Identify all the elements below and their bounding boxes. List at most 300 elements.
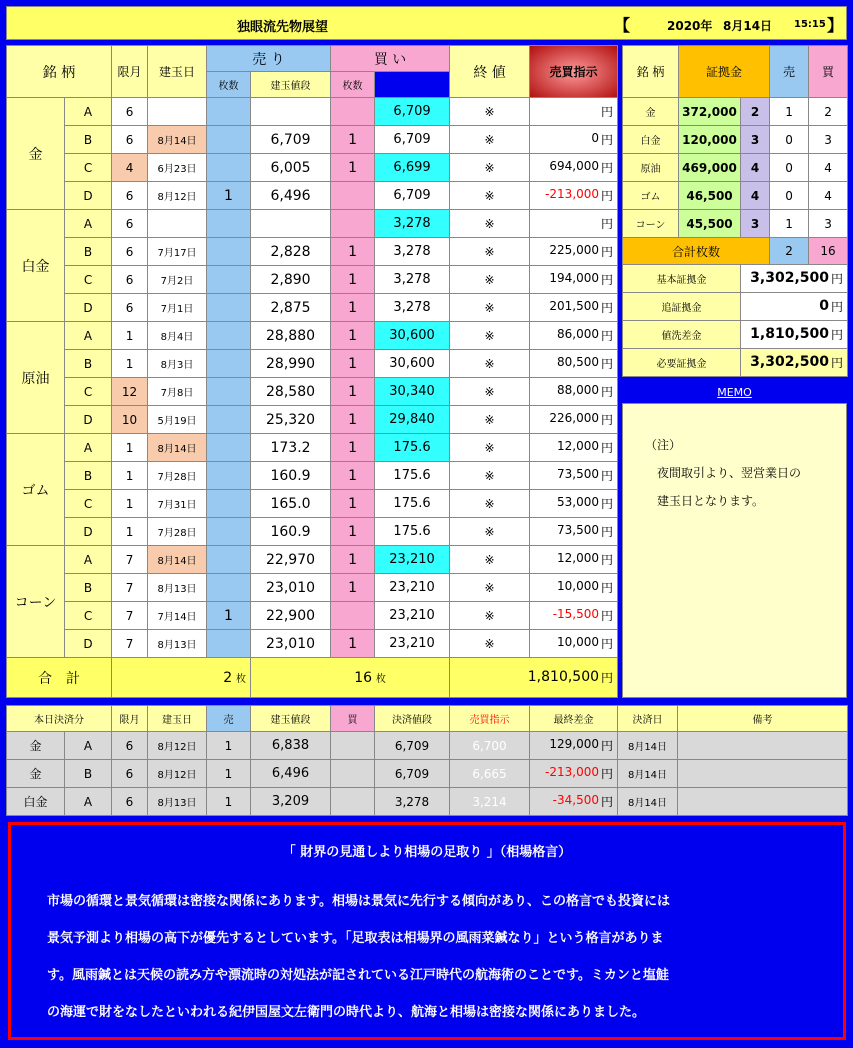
margin-row — [623, 126, 848, 154]
contract-code: D — [65, 182, 112, 210]
margin-row — [623, 182, 848, 210]
margin-commodity: 白金 — [623, 126, 679, 154]
trade-instruction: ※ — [450, 602, 530, 630]
open-date: 8月13日 — [148, 574, 207, 602]
proverb-line: 市場の循環と景気循環は密接な関係にあります。相場は景気に先行する傾向があり、この格言でも投資には — [47, 894, 670, 909]
contract-code: D — [65, 406, 112, 434]
yen-unit: 円 — [601, 553, 614, 567]
total-label: 合 計 — [7, 658, 112, 698]
memo-line-1: 夜間取引より、翌営業日の — [657, 466, 802, 480]
summary-row — [623, 293, 848, 321]
settle-col-gengetsu: 限月 — [112, 706, 148, 732]
yen-unit: 円 — [601, 189, 614, 203]
open-price: 23,010 — [251, 630, 331, 658]
position-row — [7, 602, 618, 630]
buy-count: 1 — [331, 322, 375, 350]
settle-final-diff-value: -34,500 — [552, 793, 599, 807]
buy-count: 1 — [331, 406, 375, 434]
trade-instruction: ※ — [450, 154, 530, 182]
settle-date: 8月14日 — [618, 788, 678, 816]
margin-table — [622, 45, 848, 377]
commodity-name: 金 — [7, 98, 65, 210]
settlement-row — [7, 732, 848, 760]
date-bracket-open: 【 — [614, 16, 631, 35]
contract-month: 4 — [112, 154, 148, 182]
position-row — [7, 98, 618, 126]
trade-instruction: ※ — [450, 350, 530, 378]
memo-header — [622, 381, 847, 403]
proverb-line: の海運で財をなしたといわれる紀伊国屋文左衛門の時代より、航海と相場は密接な関係にありました。 — [47, 1005, 646, 1020]
close-price: 3,278 — [375, 238, 450, 266]
close-price: 23,210 — [375, 630, 450, 658]
sell-count — [207, 238, 251, 266]
position-row — [7, 322, 618, 350]
open-price: 2,875 — [251, 294, 331, 322]
trade-instruction: ※ — [450, 294, 530, 322]
total-diff-yen: 円 — [601, 671, 614, 685]
contract-month: 10 — [112, 406, 148, 434]
summary-value — [741, 265, 848, 293]
settle-col-label: 本日決済分 — [7, 706, 112, 732]
close-price: 3,278 — [375, 294, 450, 322]
margin-count: 4 — [741, 182, 770, 210]
settle-col-tategyokubi: 建玉日 — [148, 706, 207, 732]
settlement-row — [7, 760, 848, 788]
contract-month: 6 — [112, 182, 148, 210]
trade-instruction: ※ — [450, 574, 530, 602]
total-sell-count: 2 — [223, 669, 233, 686]
trade-instruction: ※ — [450, 238, 530, 266]
contract-code: C — [65, 602, 112, 630]
position-row — [7, 350, 618, 378]
yen-unit: 円 — [831, 356, 844, 370]
margin-amount: 372,000 — [679, 98, 741, 126]
sell-count: 1 — [207, 182, 251, 210]
position-row — [7, 490, 618, 518]
summary-label: 基本証拠金 — [623, 265, 741, 293]
position-row — [7, 434, 618, 462]
summary-row — [623, 321, 848, 349]
close-price: 175.6 — [375, 462, 450, 490]
settle-open-price: 3,209 — [251, 788, 331, 816]
settle-instruction: 6,700 — [450, 732, 530, 760]
summary-label: 値洗差金 — [623, 321, 741, 349]
valuation-diff — [530, 462, 618, 490]
buy-count: 1 — [331, 266, 375, 294]
contract-code: C — [65, 490, 112, 518]
settle-code: A — [65, 788, 112, 816]
sell-count — [207, 98, 251, 126]
buy-count: 1 — [331, 434, 375, 462]
open-price: 2,890 — [251, 266, 331, 294]
open-date: 7月8日 — [148, 378, 207, 406]
settle-commodity: 金 — [7, 760, 65, 788]
settle-price: 6,709 — [375, 760, 450, 788]
position-row — [7, 378, 618, 406]
open-price: 160.9 — [251, 462, 331, 490]
margin-commodity: ゴム — [623, 182, 679, 210]
memo-link[interactable]: MEMO — [717, 386, 752, 399]
open-date: 8月14日 — [148, 434, 207, 462]
close-price: 30,600 — [375, 322, 450, 350]
valuation-diff — [530, 518, 618, 546]
close-price: 23,210 — [375, 602, 450, 630]
close-price: 3,278 — [375, 210, 450, 238]
trade-instruction: ※ — [450, 266, 530, 294]
valuation-diff — [530, 574, 618, 602]
margin-count: 3 — [741, 210, 770, 238]
settle-col-uri: 売 — [207, 706, 251, 732]
trade-instruction: ※ — [450, 490, 530, 518]
settle-final-diff — [530, 788, 618, 816]
settle-col-biko: 備考 — [678, 706, 848, 732]
close-price: 3,278 — [375, 266, 450, 294]
position-row — [7, 406, 618, 434]
contract-month: 7 — [112, 630, 148, 658]
valuation-diff-value: 194,000 — [549, 271, 600, 285]
open-date: 7月31日 — [148, 490, 207, 518]
commodity-name: ゴム — [7, 434, 65, 546]
valuation-diff — [530, 294, 618, 322]
contract-code: D — [65, 630, 112, 658]
valuation-diff — [530, 434, 618, 462]
col-kai: 買 い — [331, 46, 450, 72]
yen-unit: 円 — [601, 469, 614, 483]
settle-note — [678, 788, 848, 816]
contract-code: C — [65, 266, 112, 294]
contract-code: D — [65, 294, 112, 322]
open-price: 6,005 — [251, 154, 331, 182]
sell-count — [207, 406, 251, 434]
time-display: 15:15 — [794, 19, 826, 30]
margin-col-kai: 買 — [809, 46, 848, 98]
settle-sell: 1 — [207, 760, 251, 788]
buy-count: 1 — [331, 630, 375, 658]
total-buy-count: 16 — [354, 669, 373, 686]
open-price: 28,580 — [251, 378, 331, 406]
open-date: 7月2日 — [148, 266, 207, 294]
margin-col-shokokin: 証拠金 — [679, 46, 770, 98]
proverb-box — [8, 822, 846, 1040]
sell-count — [207, 294, 251, 322]
settle-col-kessaibi: 決済日 — [618, 706, 678, 732]
summary-amount: 3,302,500 — [750, 270, 829, 286]
valuation-diff-value: -15,500 — [552, 607, 600, 621]
settle-final-diff — [530, 732, 618, 760]
valuation-diff — [530, 182, 618, 210]
margin-amount: 45,500 — [679, 210, 741, 238]
valuation-diff — [530, 378, 618, 406]
settle-note — [678, 732, 848, 760]
contract-month: 12 — [112, 378, 148, 406]
yen-unit: 円 — [601, 385, 614, 399]
col-meigara: 銘 柄 — [7, 46, 112, 98]
commodity-name: 原油 — [7, 322, 65, 434]
margin-buy: 4 — [809, 154, 848, 182]
sell-count — [207, 546, 251, 574]
margin-amount: 120,000 — [679, 126, 741, 154]
close-price: 6,709 — [375, 182, 450, 210]
valuation-diff — [530, 266, 618, 294]
close-price: 23,210 — [375, 546, 450, 574]
yen-unit: 円 — [601, 413, 614, 427]
contract-code: A — [65, 546, 112, 574]
settle-commodity: 白金 — [7, 788, 65, 816]
yen-unit: 円 — [831, 328, 844, 342]
settle-instruction: 6,665 — [450, 760, 530, 788]
buy-count: 1 — [331, 546, 375, 574]
trade-instruction: ※ — [450, 406, 530, 434]
open-date: 7月28日 — [148, 462, 207, 490]
margin-commodity: 原油 — [623, 154, 679, 182]
yen-unit: 円 — [601, 581, 614, 595]
valuation-diff-value: 86,000 — [557, 327, 600, 341]
valuation-diff — [530, 154, 618, 182]
position-row — [7, 574, 618, 602]
settle-col-saishu: 最終差金 — [530, 706, 618, 732]
yen-unit: 円 — [601, 161, 614, 175]
buy-count — [331, 602, 375, 630]
valuation-diff-value: -213,000 — [545, 187, 600, 201]
memo-note-title: （注） — [645, 438, 682, 452]
valuation-diff-value: 201,500 — [549, 299, 600, 313]
contract-month: 6 — [112, 98, 148, 126]
contract-month: 1 — [112, 462, 148, 490]
sell-count — [207, 126, 251, 154]
summary-value — [741, 321, 848, 349]
contract-code: B — [65, 350, 112, 378]
yen-unit: 円 — [601, 441, 614, 455]
contract-code: A — [65, 98, 112, 126]
summary-value — [741, 293, 848, 321]
sell-count — [207, 210, 251, 238]
settle-col-nedan: 建玉値段 — [251, 706, 331, 732]
valuation-diff — [530, 490, 618, 518]
settle-sell: 1 — [207, 788, 251, 816]
trade-instruction: ※ — [450, 434, 530, 462]
summary-amount: 3,302,500 — [750, 354, 829, 370]
open-date: 5月19日 — [148, 406, 207, 434]
open-price — [251, 98, 331, 126]
open-date: 8月13日 — [148, 630, 207, 658]
open-date: 8月14日 — [148, 546, 207, 574]
buy-count: 1 — [331, 238, 375, 266]
yen-unit: 円 — [831, 300, 844, 314]
trade-instruction: ※ — [450, 546, 530, 574]
settle-month: 6 — [112, 760, 148, 788]
open-price: 23,010 — [251, 574, 331, 602]
contract-month: 1 — [112, 490, 148, 518]
settle-final-diff — [530, 760, 618, 788]
memo-line-2: 建玉日となります。 — [657, 494, 765, 508]
total-sell — [112, 658, 251, 698]
settle-instruction: 3,214 — [450, 788, 530, 816]
position-row — [7, 518, 618, 546]
contract-code: D — [65, 518, 112, 546]
margin-total-label: 合計枚数 — [623, 238, 770, 265]
header-bar — [6, 6, 847, 40]
contract-code: B — [65, 574, 112, 602]
yen-unit: 円 — [601, 245, 614, 259]
summary-row — [623, 349, 848, 377]
margin-commodity: コーン — [623, 210, 679, 238]
date-day: 8月14日 — [723, 19, 773, 33]
yen-unit: 円 — [601, 273, 614, 287]
open-price: 28,880 — [251, 322, 331, 350]
contract-code: C — [65, 154, 112, 182]
settle-note — [678, 760, 848, 788]
col-tategyokubi: 建玉日 — [148, 46, 207, 98]
yen-unit: 円 — [601, 105, 614, 119]
margin-total-buy: 16 — [809, 238, 848, 265]
settle-open-date: 8月12日 — [148, 732, 207, 760]
position-row — [7, 126, 618, 154]
valuation-diff-value: 226,000 — [549, 411, 600, 425]
buy-count: 1 — [331, 350, 375, 378]
settle-commodity: 金 — [7, 732, 65, 760]
yen-unit: 円 — [600, 795, 613, 809]
open-date: 7月28日 — [148, 518, 207, 546]
settle-final-diff-value: 129,000 — [549, 737, 599, 751]
contract-month: 1 — [112, 434, 148, 462]
buy-count: 1 — [331, 294, 375, 322]
margin-count: 4 — [741, 154, 770, 182]
summary-amount: 1,810,500 — [750, 326, 829, 342]
open-price — [251, 210, 331, 238]
position-row — [7, 630, 618, 658]
settlement-table — [6, 705, 848, 816]
valuation-diff — [530, 126, 618, 154]
yen-unit: 円 — [601, 357, 614, 371]
position-row — [7, 462, 618, 490]
buy-count: 1 — [331, 126, 375, 154]
contract-month: 6 — [112, 210, 148, 238]
yen-unit: 円 — [600, 767, 613, 781]
proverb-title: 「 財界の見通しより相場の足取り 」（相場格言） — [282, 845, 572, 860]
col-baibai-shiji: 売買指示 — [530, 46, 618, 98]
contract-month: 7 — [112, 546, 148, 574]
valuation-diff — [530, 98, 618, 126]
yen-unit: 円 — [601, 217, 614, 231]
contract-month: 6 — [112, 266, 148, 294]
settlement-row — [7, 788, 848, 816]
margin-sell: 1 — [770, 210, 809, 238]
col-tategyoku-nedan: 建玉値段 — [251, 72, 331, 98]
position-row — [7, 546, 618, 574]
trade-instruction: ※ — [450, 378, 530, 406]
settle-date: 8月14日 — [618, 732, 678, 760]
settle-date: 8月14日 — [618, 760, 678, 788]
col-sell-count: 枚数 — [207, 72, 251, 98]
contract-code: A — [65, 210, 112, 238]
open-date — [148, 210, 207, 238]
open-price: 22,970 — [251, 546, 331, 574]
buy-count: 1 — [331, 462, 375, 490]
valuation-diff-value: 80,500 — [557, 355, 600, 369]
summary-value — [741, 349, 848, 377]
margin-sell: 1 — [770, 98, 809, 126]
settle-buy — [331, 788, 375, 816]
summary-label: 追証拠金 — [623, 293, 741, 321]
valuation-diff — [530, 322, 618, 350]
close-price: 175.6 — [375, 490, 450, 518]
settle-final-diff-value: -213,000 — [545, 765, 599, 779]
margin-row — [623, 210, 848, 238]
close-price: 29,840 — [375, 406, 450, 434]
sell-count — [207, 434, 251, 462]
date-year: 2020年 — [667, 19, 713, 33]
valuation-diff-value: 88,000 — [557, 383, 600, 397]
valuation-diff — [530, 630, 618, 658]
contract-month: 6 — [112, 238, 148, 266]
yen-unit: 円 — [600, 739, 613, 753]
buy-count — [331, 182, 375, 210]
trade-instruction: ※ — [450, 322, 530, 350]
close-price: 175.6 — [375, 434, 450, 462]
contract-code: B — [65, 126, 112, 154]
trade-instruction: ※ — [450, 630, 530, 658]
buy-count — [331, 98, 375, 126]
open-date: 7月14日 — [148, 602, 207, 630]
trade-instruction: ※ — [450, 210, 530, 238]
settle-open-date: 8月12日 — [148, 760, 207, 788]
contract-month: 1 — [112, 322, 148, 350]
page-title: 独眼流先物展望 — [237, 20, 329, 35]
position-row — [7, 154, 618, 182]
close-price: 30,600 — [375, 350, 450, 378]
valuation-diff-value: 225,000 — [549, 243, 600, 257]
contract-month: 7 — [112, 602, 148, 630]
total-diff — [450, 658, 618, 698]
settle-open-price: 6,496 — [251, 760, 331, 788]
margin-total-sell: 2 — [770, 238, 809, 265]
yen-unit: 円 — [601, 329, 614, 343]
contract-code: A — [65, 434, 112, 462]
open-price: 6,496 — [251, 182, 331, 210]
sell-count — [207, 630, 251, 658]
valuation-diff-value: 53,000 — [557, 495, 600, 509]
valuation-diff — [530, 210, 618, 238]
col-owarine: 終 値 — [450, 46, 530, 98]
yen-unit: 円 — [601, 133, 614, 147]
trade-instruction: ※ — [450, 182, 530, 210]
sell-count — [207, 266, 251, 294]
margin-commodity: 金 — [623, 98, 679, 126]
settle-col-kai: 買 — [331, 706, 375, 732]
open-date: 8月4日 — [148, 322, 207, 350]
trade-instruction: ※ — [450, 98, 530, 126]
contract-code: B — [65, 238, 112, 266]
open-date: 7月1日 — [148, 294, 207, 322]
margin-buy: 3 — [809, 210, 848, 238]
open-date: 8月3日 — [148, 350, 207, 378]
settle-col-kessai-nedan: 決済値段 — [375, 706, 450, 732]
settle-sell: 1 — [207, 732, 251, 760]
sell-count — [207, 518, 251, 546]
position-row — [7, 238, 618, 266]
valuation-diff-value: 10,000 — [557, 579, 600, 593]
valuation-diff — [530, 350, 618, 378]
total-diff-value: 1,810,500 — [527, 669, 600, 685]
contract-month: 1 — [112, 350, 148, 378]
date-bracket-close: 】 — [827, 16, 844, 35]
margin-sell: 0 — [770, 154, 809, 182]
trade-instruction: ※ — [450, 462, 530, 490]
settle-buy — [331, 760, 375, 788]
position-row — [7, 210, 618, 238]
margin-count: 2 — [741, 98, 770, 126]
proverb-line: 景気予測より相場の高下が優先するとしています。「足取表は相場界の風雨菜鍼なり」という格言がありま — [47, 931, 664, 946]
